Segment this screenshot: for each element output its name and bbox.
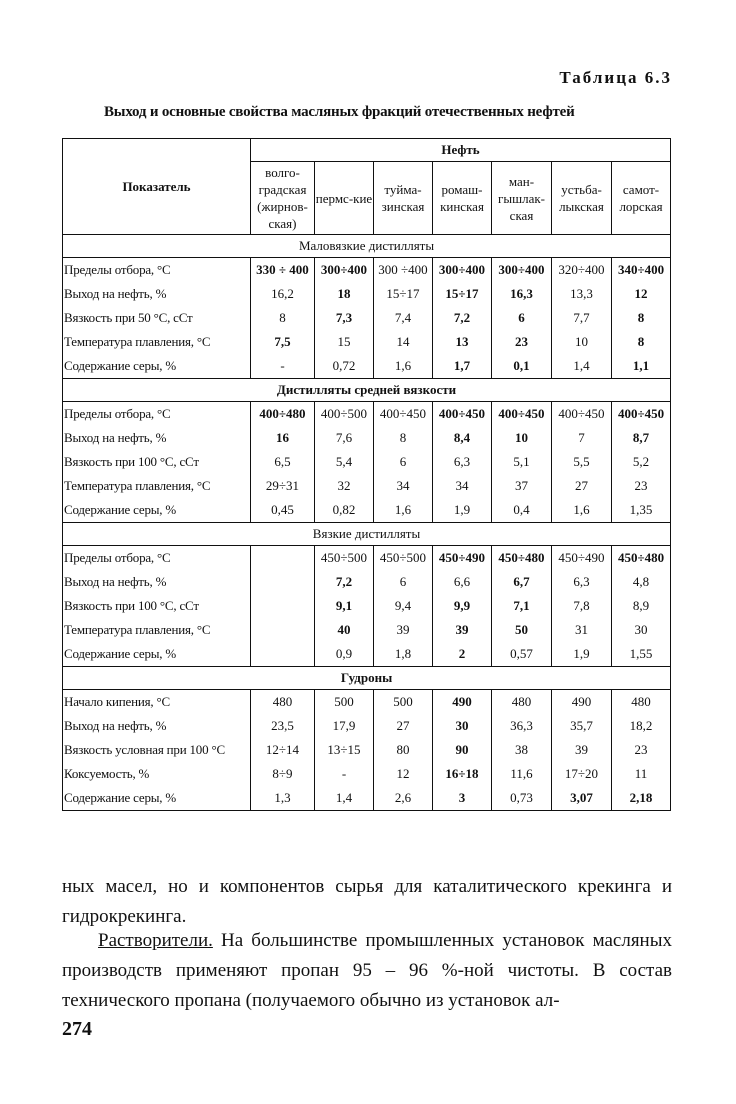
table-cell: 450÷490 [552,546,612,571]
table-cell: 450÷480 [492,546,552,571]
table-cell: 300÷400 [492,258,552,283]
table-cell: 32 [315,474,374,498]
table-cell: 1,1 [612,354,671,379]
row-label: Пределы отбора, °С [63,402,251,427]
table-row [63,570,671,594]
table-cell: 400÷480 [251,402,315,427]
table-cell: 330 ÷ 400 [251,258,315,283]
row-label: Начало кипения, °С [63,690,251,715]
section-title: Дистилляты средней вязкости [63,379,671,402]
row-label: Коксуемость, % [63,762,251,786]
table-cell: 1,4 [552,354,612,379]
table-cell: 6,3 [433,450,492,474]
column-header: ман-гышлак-ская [492,162,552,235]
table-row [63,354,671,379]
table-cell: 1,6 [374,354,433,379]
table-cell: 6,6 [433,570,492,594]
table-cell: 7,6 [315,426,374,450]
table-cell: 2,18 [612,786,671,811]
table-cell: 490 [552,690,612,715]
table-cell: 5,1 [492,450,552,474]
column-header: пермс-кие [315,162,374,235]
table-cell: 490 [433,690,492,715]
table-row [63,594,671,618]
table-cell: 5,5 [552,450,612,474]
table-cell: - [315,762,374,786]
table-cell: 16÷18 [433,762,492,786]
row-label: Температура плавления, °С [63,618,251,642]
table-cell: 0,82 [315,498,374,523]
table-cell: 23,5 [251,714,315,738]
row-label: Выход на нефть, % [63,426,251,450]
column-header: туйма-зинская [374,162,433,235]
row-label: Выход на нефть, % [63,714,251,738]
table-row [63,330,671,354]
table-cell: 400÷500 [315,402,374,427]
table-cell: 1,8 [374,642,433,667]
table-cell: 6 [492,306,552,330]
column-header: устьба-лыкская [552,162,612,235]
solvents-text: На большинстве промышленных установок масляных производств применяют пропан 95 – 96 %-ной чистоты. В состав технического пропана (получаемого обычно из установок ал- [62,930,672,1011]
table-cell: 400÷450 [433,402,492,427]
section-title: Маловязкие дистилляты [63,235,671,258]
table-cell: 8 [251,306,315,330]
table-cell: 23 [612,474,671,498]
column-header: ромаш-кинская [433,162,492,235]
table-cell: 4,8 [612,570,671,594]
table-cell: 23 [612,738,671,762]
table-cell: 1,55 [612,642,671,667]
table-cell: 39 [552,738,612,762]
table-cell: 9,4 [374,594,433,618]
table-cell: 8 [374,426,433,450]
row-label: Вязкость при 50 °С, сСт [63,306,251,330]
table-cell: 3,07 [552,786,612,811]
table-cell: 34 [374,474,433,498]
table-cell: 27 [552,474,612,498]
table-row [63,738,671,762]
table-cell: 480 [612,690,671,715]
table-cell: 0,9 [315,642,374,667]
table-cell: 7,2 [315,570,374,594]
paragraph-continuation: ных масел, но и компонентов сырья для каталитического крекинга и гидрокрекинга. [62,876,672,927]
table-cell: 17,9 [315,714,374,738]
table-cell: 8 [612,306,671,330]
table-cell: 0,4 [492,498,552,523]
row-label: Температура плавления, °С [63,474,251,498]
table-cell: 35,7 [552,714,612,738]
table-cell [251,594,315,618]
row-label: Пределы отбора, °С [63,258,251,283]
table-cell: 400÷450 [374,402,433,427]
table-cell: 31 [552,618,612,642]
table-cell: 6,7 [492,570,552,594]
table-row [63,546,671,571]
table-row [63,714,671,738]
table-cell: 500 [315,690,374,715]
table-cell: 6 [374,450,433,474]
table-cell: 50 [492,618,552,642]
table-cell: 1,35 [612,498,671,523]
table-cell: 30 [433,714,492,738]
table-label: Таблица 6.3 [559,68,672,87]
table-cell: - [251,354,315,379]
table-cell: 450÷480 [612,546,671,571]
table-cell: 0,72 [315,354,374,379]
table-cell: 1,9 [552,642,612,667]
table-cell: 10 [492,426,552,450]
table-cell: 23 [492,330,552,354]
table-cell: 29÷31 [251,474,315,498]
table-cell [251,618,315,642]
table-cell: 480 [492,690,552,715]
table-cell: 450÷490 [433,546,492,571]
solvents-term: Растворители. [98,930,213,951]
table-cell: 320÷400 [552,258,612,283]
column-header: самот-лорская [612,162,671,235]
header-oil: Нефть [251,139,671,162]
table-title: Выход и основные свойства масляных фракций отечественных нефтей [104,104,575,120]
table-row [63,690,671,715]
table-cell: 15 [315,330,374,354]
table-cell: 10 [552,330,612,354]
table-cell: 1,7 [433,354,492,379]
table-cell: 16,3 [492,282,552,306]
table-row [63,762,671,786]
table-row [63,642,671,667]
table-cell: 500 [374,690,433,715]
table-cell: 7,3 [315,306,374,330]
table-cell: 450÷500 [374,546,433,571]
table-cell: 8÷9 [251,762,315,786]
table-cell: 30 [612,618,671,642]
table-cell: 2,6 [374,786,433,811]
table-cell: 12 [374,762,433,786]
table-cell [251,546,315,571]
table-cell: 6,5 [251,450,315,474]
table-cell: 17÷20 [552,762,612,786]
table-cell: 15÷17 [433,282,492,306]
table-cell: 400÷450 [552,402,612,427]
table-row [63,618,671,642]
row-label: Вязкость при 100 °С, сСт [63,450,251,474]
table-cell: 8,9 [612,594,671,618]
properties-table [62,138,671,811]
section-title: Гудроны [63,667,671,690]
row-label: Выход на нефть, % [63,282,251,306]
table-row [63,450,671,474]
table-cell [251,570,315,594]
table-row [63,258,671,283]
table-cell: 27 [374,714,433,738]
table-cell: 7 [552,426,612,450]
table-cell: 400÷450 [612,402,671,427]
table-cell: 5,4 [315,450,374,474]
table-cell: 2 [433,642,492,667]
table-cell: 1,4 [315,786,374,811]
table-cell: 7,4 [374,306,433,330]
table-cell: 13,3 [552,282,612,306]
table-cell: 1,9 [433,498,492,523]
table-cell: 8,7 [612,426,671,450]
table-cell: 6 [374,570,433,594]
table-cell: 6,3 [552,570,612,594]
table-row [63,786,671,811]
table-row [63,426,671,450]
table-cell: 15÷17 [374,282,433,306]
table-cell: 7,7 [552,306,612,330]
table-cell: 12÷14 [251,738,315,762]
table-cell: 90 [433,738,492,762]
table-cell: 300÷400 [433,258,492,283]
table-cell: 7,2 [433,306,492,330]
table-row [63,402,671,427]
table-cell: 300 ÷400 [374,258,433,283]
table-cell: 7,5 [251,330,315,354]
table-cell: 5,2 [612,450,671,474]
table-cell: 11,6 [492,762,552,786]
row-label: Содержание серы, % [63,786,251,811]
row-label: Вязкость условная при 100 °С [63,738,251,762]
table-cell: 13 [433,330,492,354]
table-cell: 9,1 [315,594,374,618]
row-label: Температура плавления, °С [63,330,251,354]
table-cell: 0,45 [251,498,315,523]
table-cell: 8,4 [433,426,492,450]
table-cell: 11 [612,762,671,786]
table-cell: 400÷450 [492,402,552,427]
table-row [63,498,671,523]
table-cell: 7,1 [492,594,552,618]
table-cell: 7,8 [552,594,612,618]
section-title: Вязкие дистилляты [63,523,671,546]
header-parameter: Показатель [63,139,251,235]
table-cell: 37 [492,474,552,498]
row-label: Содержание серы, % [63,498,251,523]
table-cell: 16 [251,426,315,450]
table-cell: 80 [374,738,433,762]
row-label: Вязкость при 100 °С, сСт [63,594,251,618]
table-cell: 34 [433,474,492,498]
table-cell: 0,73 [492,786,552,811]
table-cell: 3 [433,786,492,811]
table-cell: 38 [492,738,552,762]
table-cell: 18,2 [612,714,671,738]
table-cell: 39 [374,618,433,642]
row-label: Выход на нефть, % [63,570,251,594]
table-cell: 8 [612,330,671,354]
row-label: Пределы отбора, °С [63,546,251,571]
table-cell: 40 [315,618,374,642]
table-cell [251,642,315,667]
table-cell: 13÷15 [315,738,374,762]
row-label: Содержание серы, % [63,642,251,667]
table-cell: 1,6 [552,498,612,523]
table-cell: 0,57 [492,642,552,667]
column-header: волго-градская (жирнов-ская) [251,162,315,235]
table-cell: 480 [251,690,315,715]
table-cell: 16,2 [251,282,315,306]
table-row [63,282,671,306]
table-cell: 39 [433,618,492,642]
table-row [63,306,671,330]
table-cell: 0,1 [492,354,552,379]
row-label: Содержание серы, % [63,354,251,379]
paragraph-solvents [62,926,672,1016]
table-cell: 14 [374,330,433,354]
page-number: 274 [62,1018,92,1040]
table-cell: 18 [315,282,374,306]
table-cell: 450÷500 [315,546,374,571]
table-cell: 1,3 [251,786,315,811]
table-row [63,474,671,498]
table-cell: 340÷400 [612,258,671,283]
table-cell: 12 [612,282,671,306]
table-cell: 36,3 [492,714,552,738]
table-cell: 300÷400 [315,258,374,283]
table-cell: 1,6 [374,498,433,523]
table-cell: 9,9 [433,594,492,618]
